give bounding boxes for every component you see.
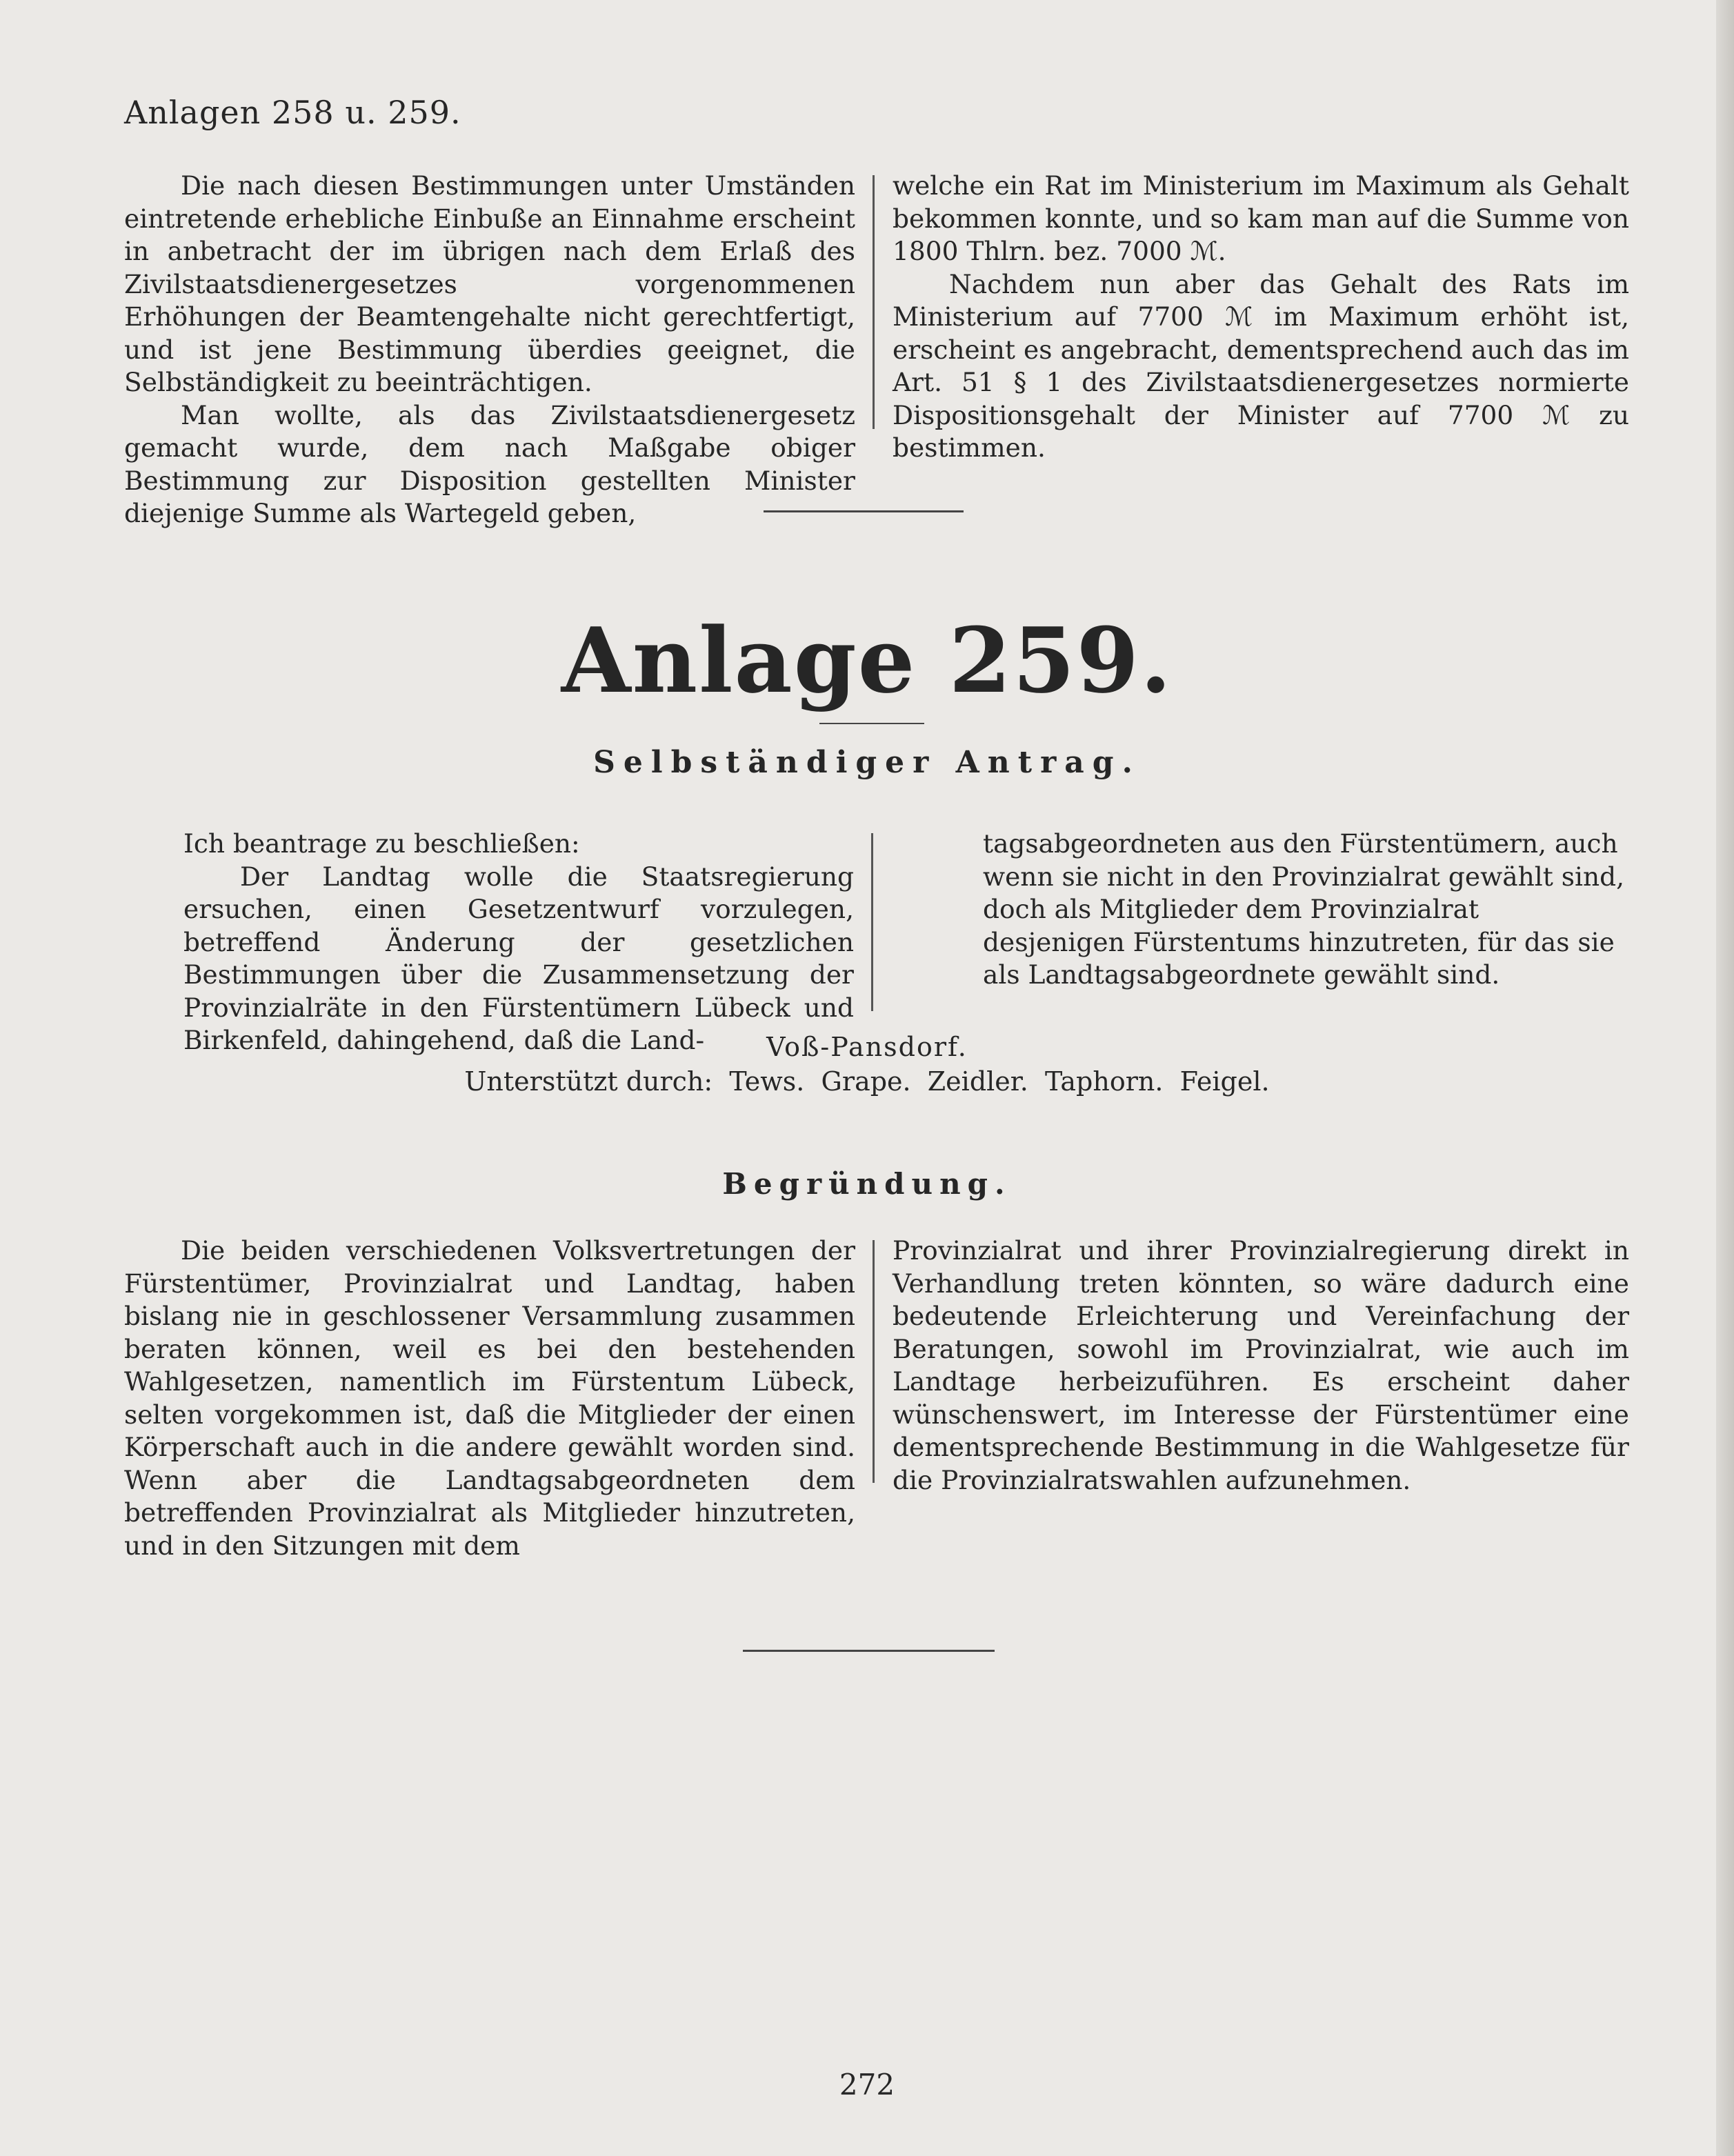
antrag-intro: Ich beantrage zu beschließen: <box>183 828 580 859</box>
end-rule <box>743 1650 995 1652</box>
begruendung-right-column <box>893 1235 1629 1497</box>
begruendung-heading: Begründung. <box>722 1167 1012 1201</box>
paragraph: Die beiden verschiedenen Volksvertretungen der Fürstentümer, Provinzialrat und Landtag, haben bislang nie in geschlossener Versammlung zusammen beraten können, weil es bei den bestehenden Wahlgesetzen, namentlich im Fürstentum Lübeck, selten vorgekommen ist, daß die Mitglieder der einen Körperschaft auch in die andere gewählt worden sind. Wenn aber die Landtagsabgeordneten dem betreffenden Provinzialrat als Mitglieder hinzutreten, und in den Sitzungen mit dem <box>124 1235 855 1561</box>
column-divider <box>873 1240 875 1483</box>
column-divider <box>871 833 873 1011</box>
paragraph: Die nach diesen Bestimmungen unter Umständen eintretende erhebliche Einbuße an Einnahme erscheint in anbetracht der im übrigen nach dem Erlaß des Zivilstaatsdienergesetzes vorgenommenen Erhöhungen der Beamtengehalte nicht gerechtfertigt, und ist jene Bestimmung überdies geeignet, die Selbständigkeit zu beeinträchtigen. <box>124 170 855 397</box>
antrag-text-continued: tagsabgeordneten aus den Fürstentümern, auch wenn sie nicht in den Provinzialrat gewählt sind, doch als Mitglieder dem Provinzialrat desjenigen Fürstentums hinzutreten, für das sie als Landtagsabgeordnete gewählt sind. <box>983 828 1625 990</box>
title-rule <box>819 723 924 724</box>
supporters: Unterstützt durch: Tews. Grape. Zeidler. Taphorn. Feigel. <box>464 1066 1270 1097</box>
section-rule <box>764 510 964 512</box>
paragraph: Man wollte, als das Zivilstaatsdienergesetz gemacht wurde, dem nach Maßgabe obiger Bestimmung zur Disposition gestellten Minister diejenige Summe als Wartegeld geben, <box>124 399 855 528</box>
running-head: Anlagen 258 u. 259. <box>124 94 461 131</box>
paragraph: Nachdem nun aber das Gehalt des Rats im Ministerium auf 7700 ℳ im Maximum erhöht ist, erscheint es angebracht, dementsprechend auch das im Art. 51 § 1 des Zivilstaatsdienergesetzes normierte Dispositionsgehalt der Minister auf 7700 ℳ zu bestimmen. <box>893 268 1629 463</box>
top-right-column <box>893 170 1629 465</box>
paragraph: welche ein Rat im Ministerium im Maximum als Gehalt bekommen konnte, und so kam man auf die Summe von 1800 Thlrn. bez. 7000 ℳ. <box>893 170 1629 266</box>
subtitle: Selbständiger Antrag. <box>593 745 1141 780</box>
begruendung-left-column <box>124 1235 855 1562</box>
column-divider <box>873 175 875 429</box>
antrag-right-column <box>983 828 1628 992</box>
paragraph: Provinzialrat und ihrer Provinzialregierung direkt in Verhandlung treten könnten, so wäre dadurch eine bedeutende Erleichterung und Vereinfachung der Beratungen, sowohl im Provinzialrat, wie auch im Landtage herbeizuführen. Es erscheint daher wünschenswert, im Interesse der Fürstentümer eine dementsprechende Bestimmung in die Wahlgesetze für die Provinzialratswahlen aufzunehmen. <box>893 1235 1629 1495</box>
antrag-text: Der Landtag wolle die Staatsregierung ersuchen, einen Gesetzentwurf vorzulegen, betreffend Änderung der gesetzlichen Bestimmungen über die Zusammensetzung der Provinzialräte in den Fürstentümern Lübeck und Birkenfeld, dahingehend, daß die Land- <box>183 861 854 1055</box>
page-number: 272 <box>839 2068 895 2102</box>
antrag-left-column <box>183 828 854 1057</box>
top-left-column <box>124 170 855 530</box>
signature-name: Voß-Pansdorf. <box>766 1032 968 1062</box>
page-title: Anlage 259. <box>561 608 1173 713</box>
